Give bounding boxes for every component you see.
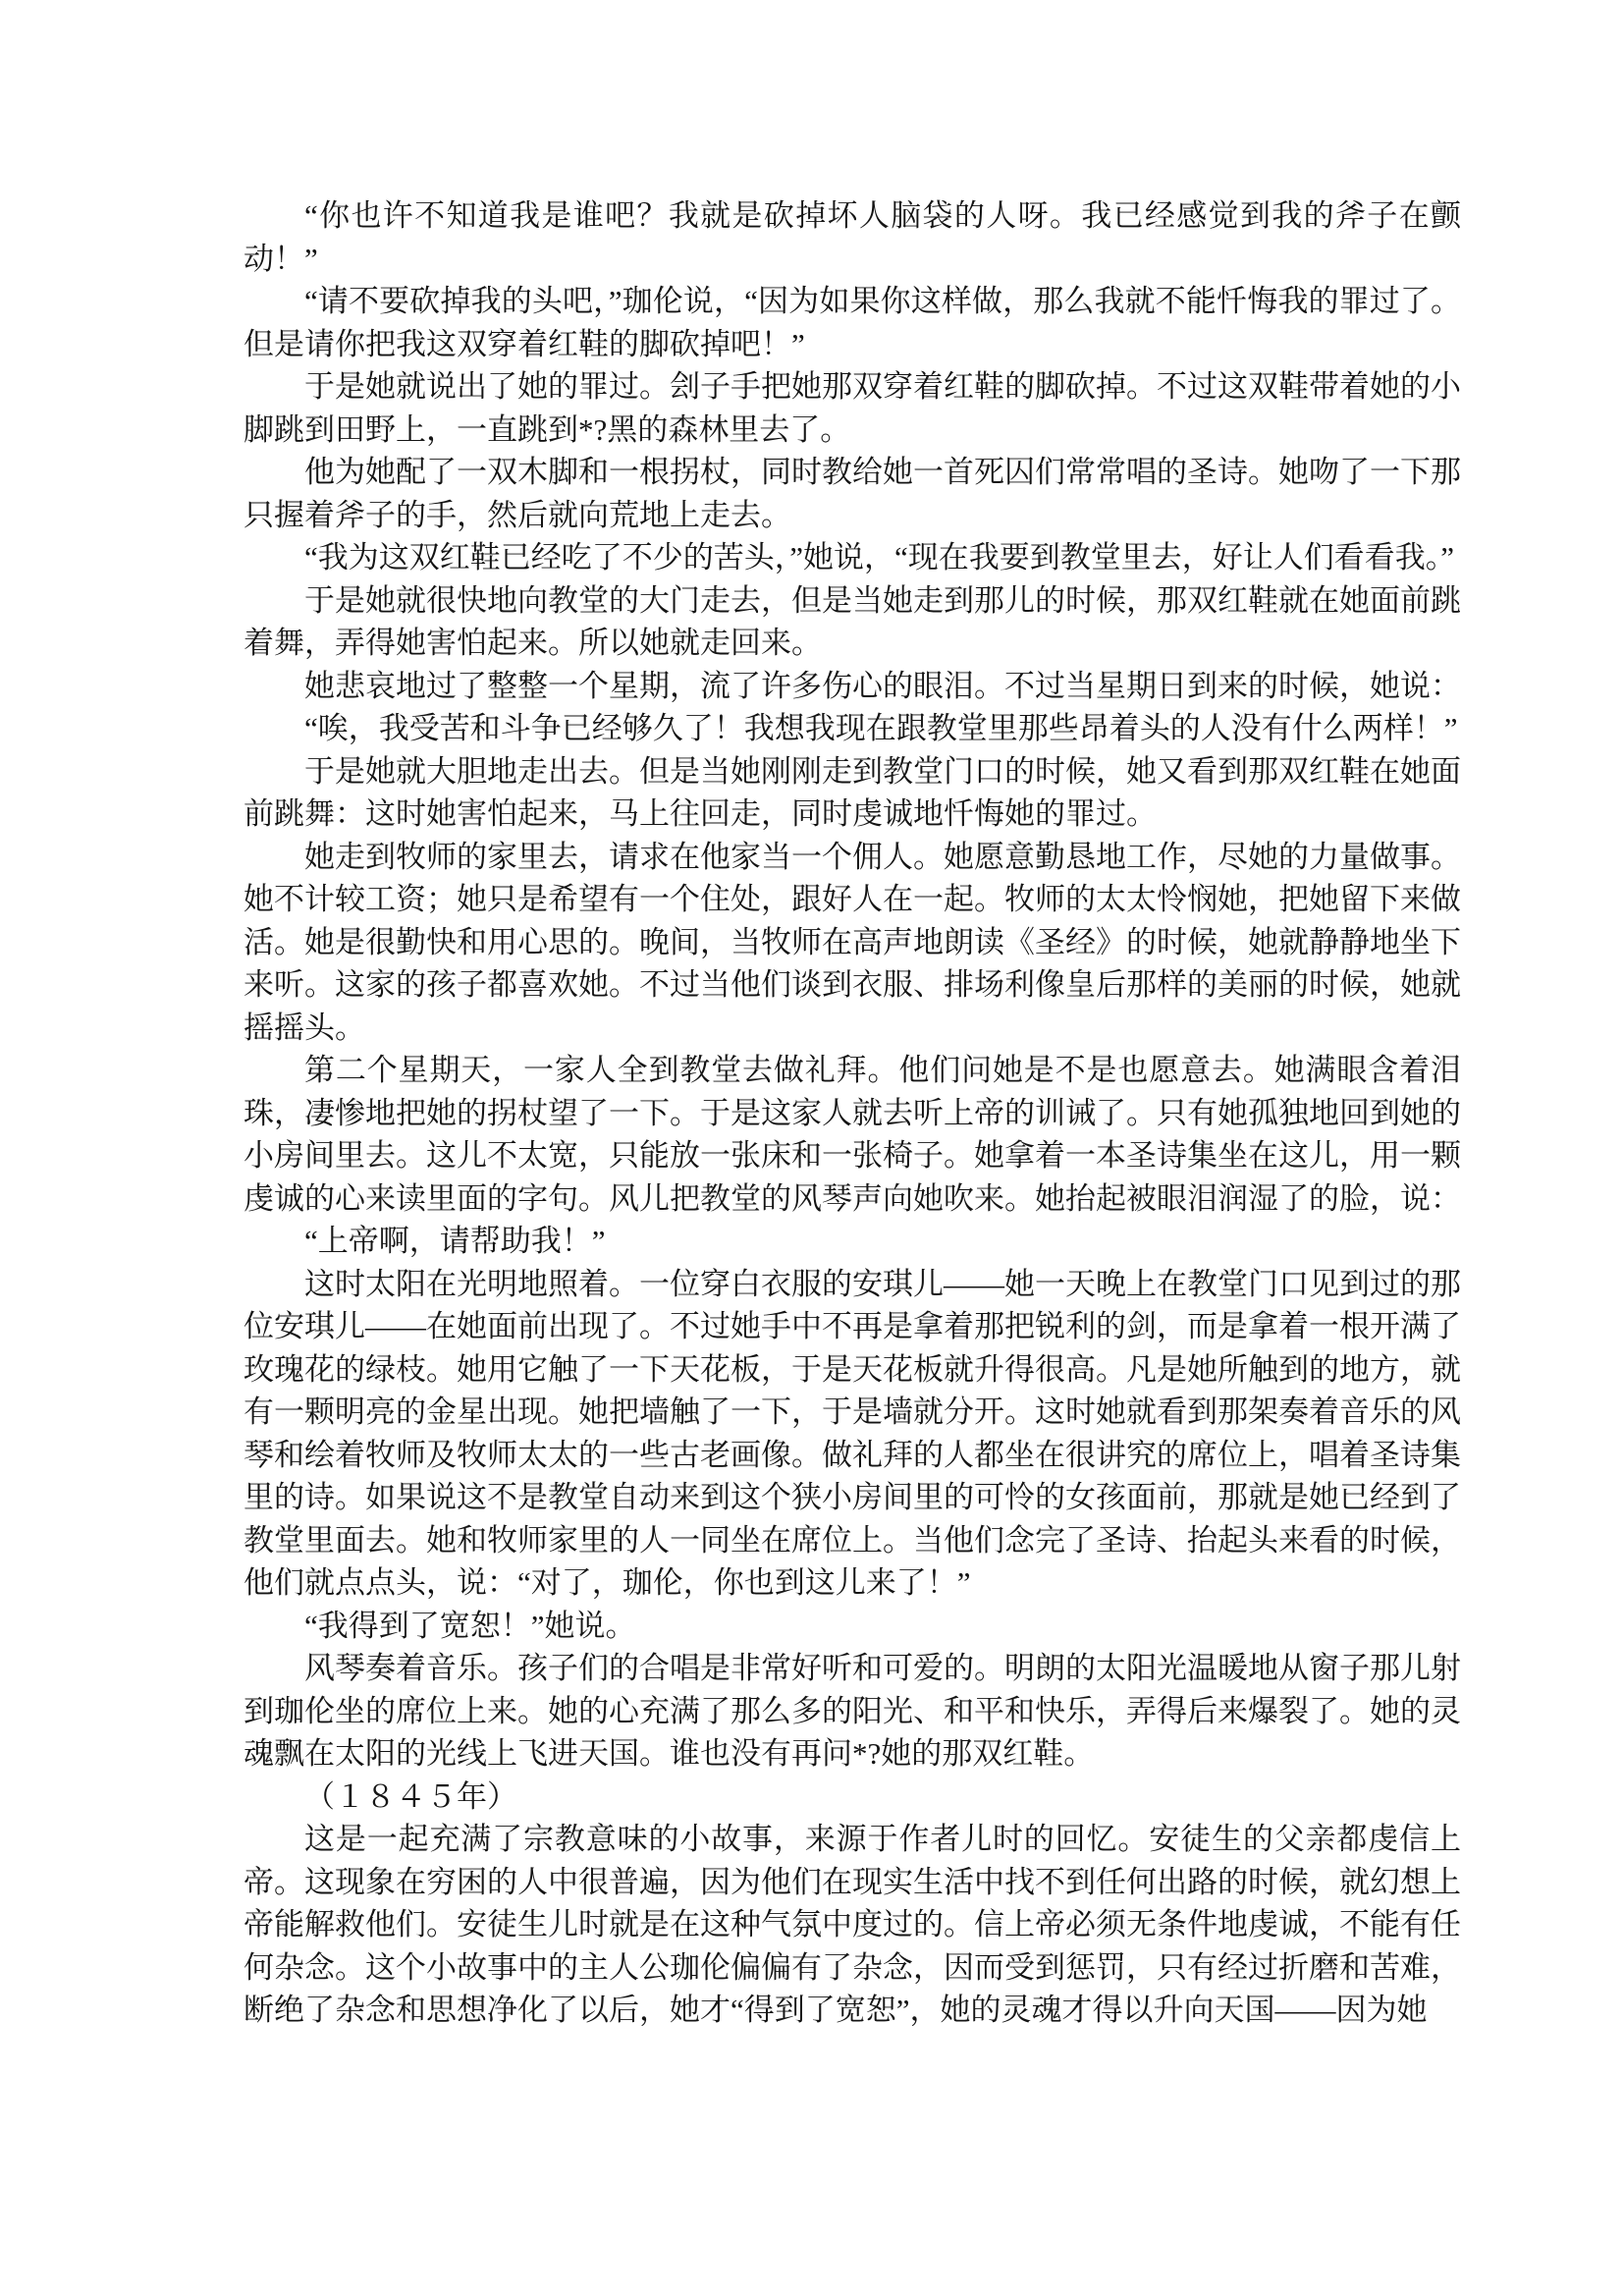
paragraph: 他为她配了一双木脚和一根拐杖，同时教给她一首死囚们常常唱的圣诗。她吻了一下那只握着斧子的手，然后就向荒地上走去。	[243, 455, 1461, 532]
paragraph: 她走到牧师的家里去，请求在他家当一个佣人。她愿意勤恳地工作，尽她的力量做事。她不计较工资；她只是希望有一个住处，跟好人在一起。牧师的太太怜悯她，把她留下来做活。她是很勤快和用心思的。晚间，当牧师在高声地朗读《圣经》的时候，她就静静地坐下来听。这家的孩子都喜欢她。不过当他们谈到衣服、排场利像皇后那样的美丽的时候，她就摇摇头。	[243, 839, 1461, 1045]
paragraph: “请不要砍掉我的头吧，”珈伦说，“因为如果你这样做，那么我就不能忏悔我的罪过了。但是请你把我这双穿着红鞋的脚砍掉吧！”	[243, 284, 1461, 361]
paragraph: “上帝啊，请帮助我！”	[304, 1224, 606, 1258]
paragraph: 于是她就说出了她的罪过。刽子手把她那双穿着红鞋的脚砍掉。不过这双鞋带着她的小脚跳到田野上，一直跳到*?黑的森林里去了。	[243, 369, 1461, 447]
paragraph: 第二个星期天，一家人全到教堂去做礼拜。他们问她是不是也愿意去。她满眼含着泪珠，凄惨地把她的拐杖望了一下。于是这家人就去听上帝的训诫了。只有她孤独地回到她的小房间里去。这儿不太宽，只能放一张床和一张椅子。她拿着一本圣诗集坐在这儿，用一颗虔诚的心来读里面的字句。风儿把教堂的风琴声向她吹来。她抬起被眼泪润湿了的脸，说：	[243, 1053, 1461, 1216]
paragraph: “我得到了宽恕！”她说。	[304, 1608, 636, 1643]
paragraph-year-note: （１８４５年）	[304, 1778, 517, 1814]
paragraph: 这时太阳在光明地照着。一位穿白衣服的安琪儿——她一天晚上在教堂门口见到过的那位安琪儿——在她面前出现了。不过她手中不再是拿着那把锐利的剑，而是拿着一根开满了玫瑰花的绿枝。她用它触了一下天花板，于是天花板就升得很高。凡是她所触到的地方，就有一颗明亮的金星出现。她把墙触了一下，于是墙就分开。这时她就看到那架奏着音乐的风琴和绘着牧师及牧师太太的一些古老画像。做礼拜的人都坐在很讲究的席位上，唱着圣诗集里的诗。如果说这不是教堂自动来到这个狭小房间里的可怜的女孩面前，那就是她已经到了教堂里面去。她和牧师家里的人一同坐在席位上。当他们念完了圣诗、抬起头来看的时候，他们就点点头，说：“对了，珈伦，你也到这儿来了！”	[243, 1266, 1461, 1600]
paragraph: 于是她就很快地向教堂的大门走去，但是当她走到那儿的时候，那双红鞋就在她面前跳着舞，弄得她害怕起来。所以她就走回来。	[243, 582, 1461, 660]
story-text-block	[243, 194, 1461, 2032]
paragraph: 于是她就大胆地走出去。但是当她刚刚走到教堂门口的时候，她又看到那双红鞋在她面前跳舞：这时她害怕起来，马上往回走，同时虔诚地忏悔她的罪过。	[243, 753, 1461, 831]
paragraph: 她悲哀地过了整整一个星期，流了许多伤心的眼泪。不过当星期日到来的时候，她说：	[304, 668, 1461, 703]
paragraph: “你也许不知道我是谁吧？我就是砍掉坏人脑袋的人呀。我已经感觉到我的斧子在颤动！”	[243, 198, 1461, 276]
paragraph: “我为这双红鞋已经吃了不少的苦头，”她说，“现在我要到教堂里去，好让人们看看我。”	[304, 540, 1455, 574]
paragraph: 风琴奏着音乐。孩子们的合唱是非常好听和可爱的。明朗的太阳光温暖地从窗子那儿射到珈伦坐的席位上来。她的心充满了那么多的阳光、和平和快乐，弄得后来爆裂了。她的灵魂飘在太阳的光线上飞进天国。谁也没有再问*?她的那双红鞋。	[243, 1651, 1461, 1771]
paragraph-commentary: 这是一起充满了宗教意味的小故事，来源于作者儿时的回忆。安徒生的父亲都虔信上帝。这现象在穷困的人中很普遍，因为他们在现实生活中找不到任何出路的时候，就幻想上帝能解救他们。安徒生儿时就是在这种气氛中度过的。信上帝必须无条件地虔诚，不能有任何杂念。这个小故事中的主人公珈伦偏偏有了杂念，因而受到惩罚，只有经过折磨和苦难，断绝了杂念和思想净化了以后，她才“得到了宽恕”，她的灵魂才得以升向天国——因为她	[243, 1822, 1461, 2027]
paragraph: “唉，我受苦和斗争已经够久了！我想我现在跟教堂里那些昂着头的人没有什么两样！”	[304, 711, 1458, 745]
